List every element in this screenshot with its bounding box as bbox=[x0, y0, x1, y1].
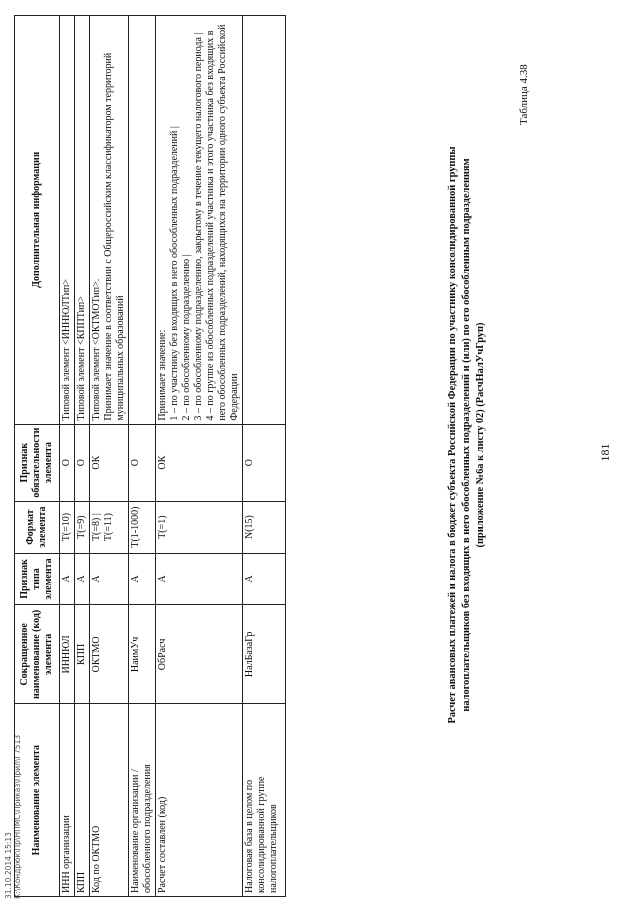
cell-required: О bbox=[129, 424, 156, 501]
cell-name: Наименование организации / обособленного подразделения bbox=[129, 704, 156, 897]
cell-code: НалБазаГр bbox=[243, 605, 286, 704]
stamp-line-1: 31.10.2014 15:13 bbox=[4, 832, 13, 899]
cell-required: О bbox=[60, 424, 75, 501]
caption-line-3: (приложение №6а к листу 02) (РасчНалУчГруп) bbox=[475, 322, 486, 548]
table-number: Таблица 4.38 bbox=[518, 64, 530, 125]
cell-name: ИНН организации bbox=[60, 704, 75, 897]
cell-format: T(=10) bbox=[60, 501, 75, 553]
cell-name: Расчет составлен (код) bbox=[156, 704, 243, 897]
info-line: 4 – по группе из обособленных подразделений участника и этого участника без входящих в него обособленных подразделений, находящихся на территории одного субъекта Российской Федерации bbox=[205, 24, 240, 421]
cell-name: Код по ОКТМО bbox=[90, 704, 129, 897]
cell-format: T(=9) bbox=[75, 501, 90, 553]
info-line: 1 – по участнику без входящих в него обособленных подразделений | bbox=[169, 126, 180, 421]
header-type: Признак типа элемента bbox=[15, 553, 60, 605]
caption-line-1: Расчет авансовых платежей и налога в бюджет субъекта Российской Федерации по участнику консолидированной группы bbox=[447, 146, 458, 724]
elements-table bbox=[14, 15, 286, 897]
cell-name: Налоговая база в целом по консолидированной группе налогоплательщиков bbox=[243, 704, 286, 897]
cell-format: N(15) bbox=[243, 501, 286, 553]
info-line: Типовой элемент <ОКТМОТип>. bbox=[91, 278, 102, 421]
header-format: Формат элемента bbox=[15, 501, 60, 553]
header-required: Признак обязательности элемента bbox=[15, 424, 60, 501]
page-number: 181 bbox=[598, 443, 612, 462]
cell-format: T(=1) bbox=[156, 501, 243, 553]
cell-required: О bbox=[243, 424, 286, 501]
cell-name: КПП bbox=[75, 704, 90, 897]
cell-code: НаимУч bbox=[129, 605, 156, 704]
table-header-row bbox=[15, 16, 60, 897]
header-info: Дополнительная информация bbox=[15, 16, 60, 425]
table-row bbox=[75, 16, 90, 897]
cell-code: КПП bbox=[75, 605, 90, 704]
info-line: Принимает значение: bbox=[157, 329, 168, 421]
table-row bbox=[90, 16, 129, 897]
cell-type: А bbox=[129, 553, 156, 605]
info-line: Принимает значение в соответствии с Общероссийским классификатором территорий муниципальных образований bbox=[103, 52, 126, 421]
cell-code: ИННЮЛ bbox=[60, 605, 75, 704]
table-row bbox=[129, 16, 156, 897]
info-line: 2 – по обособленному подразделению | bbox=[181, 254, 192, 421]
cell-code: ОКТМО bbox=[90, 605, 129, 704]
table-caption bbox=[446, 115, 488, 755]
cell-info: Типовой элемент <ИННЮЛТип> bbox=[60, 16, 75, 425]
cell-type: А bbox=[75, 553, 90, 605]
cell-type: А bbox=[156, 553, 243, 605]
table-row bbox=[156, 16, 243, 897]
cell-format: T(1-1000) bbox=[129, 501, 156, 553]
cell-code: ОбРасч bbox=[156, 605, 243, 704]
table-row bbox=[243, 16, 286, 897]
cell-type: А bbox=[90, 553, 129, 605]
cell-info bbox=[156, 16, 243, 425]
cell-format: T(=8) | T(=11) bbox=[90, 501, 129, 553]
cell-required: ОК bbox=[90, 424, 129, 501]
cell-type: А bbox=[243, 553, 286, 605]
header-code: Сокращенное наименование (код) элемента bbox=[15, 605, 60, 704]
table-row bbox=[60, 16, 75, 897]
cell-type: А bbox=[60, 553, 75, 605]
stamp-line-2: К:\Кондрюк\Пр\НПМС\Приказ\Прил\Г7513 bbox=[13, 734, 22, 899]
info-line: 3 – по обособленному подразделению, закрытому в течение текущего налогового периода | bbox=[193, 32, 204, 421]
cell-info: Типовой элемент <КППТип> bbox=[75, 16, 90, 425]
header-name: Наименование элемента bbox=[15, 704, 60, 897]
cell-required: О bbox=[75, 424, 90, 501]
caption-line-2: налогоплательщиков без входящих в него обособленных подразделений и (или) по его обособленным подразделениям bbox=[461, 158, 472, 712]
cell-info bbox=[243, 16, 286, 425]
cell-required: ОК bbox=[156, 424, 243, 501]
cell-info bbox=[90, 16, 129, 425]
cell-info bbox=[129, 16, 156, 425]
